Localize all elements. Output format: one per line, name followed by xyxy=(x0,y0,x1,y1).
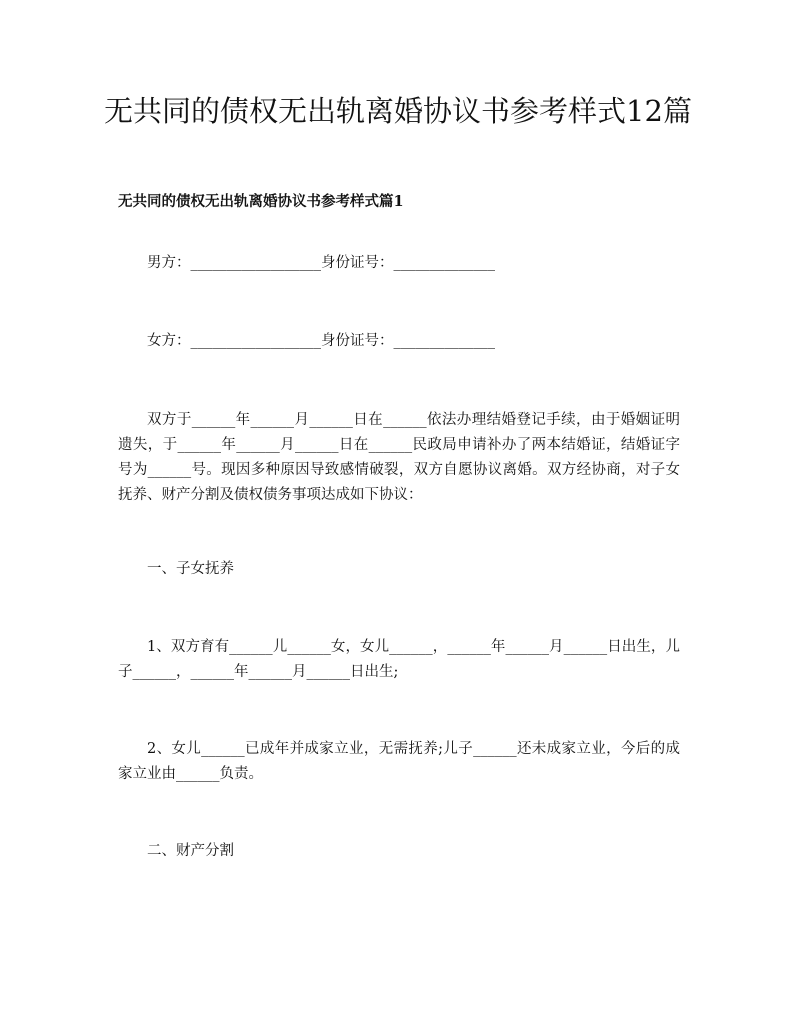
child-custody-item-1: 1、双方育有______儿______女，女儿______，______年______月______日出生，儿子______，______年______月______日出生; xyxy=(118,639,680,680)
male-party-line: 男方：__________________身份证号：______________ xyxy=(147,255,495,271)
document-title: 无共同的债权无出轨离婚协议书参考样式12篇 xyxy=(104,94,692,128)
document-subtitle: 无共同的债权无出轨离婚协议书参考样式篇1 xyxy=(118,193,404,210)
section-heading-property-division: 二、财产分割 xyxy=(147,843,234,859)
section-heading-child-custody: 一、子女抚养 xyxy=(147,561,234,577)
intro-paragraph: 双方于______年______月______日在______依法办理结婚登记手续，由于婚姻证明遗失，于______年______月______日在______民政局申请补办了两本结婚证，结婚证字号为______号。现因多种原因导致感情破裂，双方自愿协议离婚。双方经协商，对子女抚养、财产分割及债权债务事项达成如下协议： xyxy=(118,412,680,503)
female-party-line: 女方：__________________身份证号：______________ xyxy=(147,333,495,349)
child-custody-item-2: 2、女儿______已成年并成家立业，无需抚养;儿子______还未成家立业，今后的成家立业由______负责。 xyxy=(118,741,680,782)
